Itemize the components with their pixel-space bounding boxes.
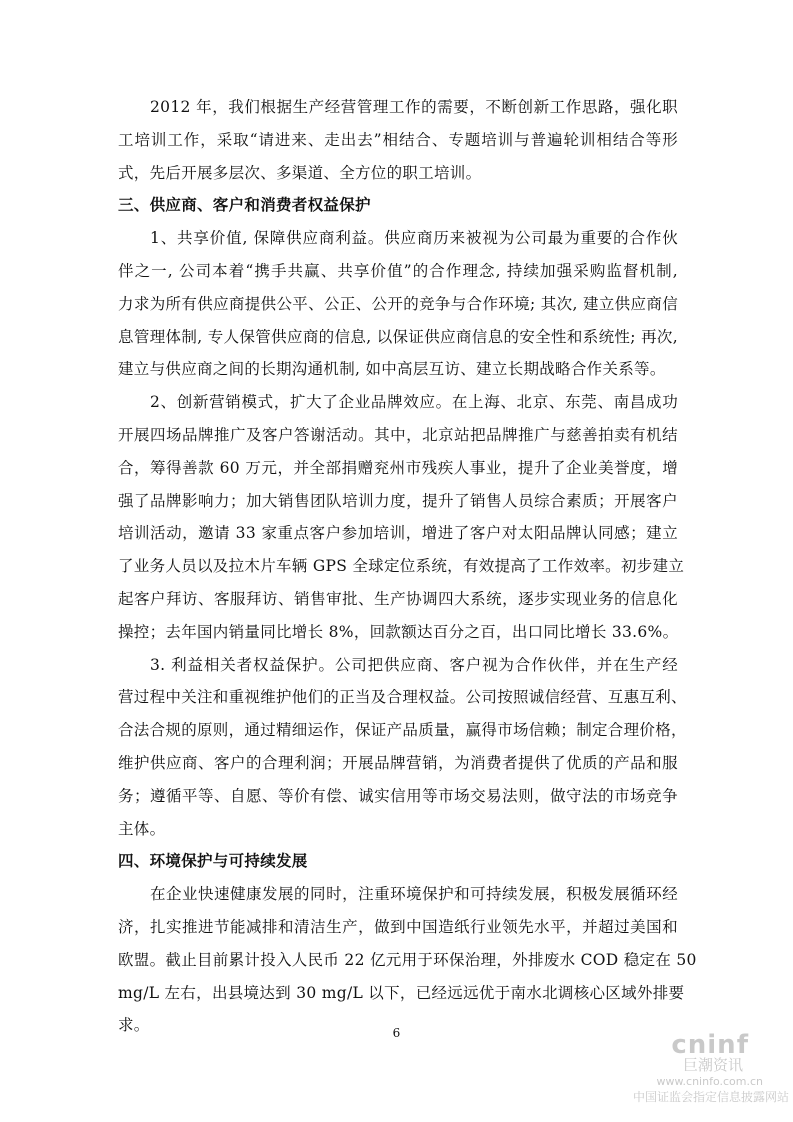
- watermark-name: 巨潮资讯: [682, 1056, 743, 1074]
- text-line: 济，扎实推进节能减排和清洁生产，做到中国造纸行业领先水平，并超过美国和: [118, 917, 678, 936]
- paragraph: [118, 91, 678, 189]
- watermark-site: 中国证监会指定信息披露网站: [632, 1090, 789, 1104]
- text-line: 主体。: [118, 819, 166, 838]
- paragraph: [118, 222, 678, 386]
- text-line: 伴之一, 公司本着“携手共赢、共享价值”的合作理念, 持续加强采购监督机制,: [118, 261, 678, 280]
- text-line: 式，先后开展多层次、多渠道、全方位的职工培训。: [118, 163, 482, 182]
- text-line: 在企业快速健康发展的同时，注重环境保护和可持续发展，积极发展循环经: [150, 885, 678, 904]
- section-heading: [118, 189, 678, 222]
- text-line: 1、共享价值, 保障供应商利益。供应商历来被视为公司最为重要的合作伙: [150, 229, 678, 248]
- text-line: 开展四场品牌推广及客户答谢活动。其中，北京站把品牌推广与慈善拍卖有机结: [118, 425, 678, 444]
- heading-text: 三、供应商、客户和消费者权益保护: [118, 196, 371, 215]
- paragraph: [118, 386, 685, 648]
- heading-text: 四、环境保护与可持续发展: [118, 852, 308, 871]
- text-line: 务；遵循平等、自愿、等价有偿、诚实信用等市场交易法则，做守法的市场竞争: [118, 786, 678, 805]
- cninfo-watermark: [608, 1030, 793, 1105]
- text-line: mg/L 左右，出县境达到 30 mg/L 以下，已经远远优于南水北调核心区域外排要: [118, 983, 685, 1002]
- text-line: 欧盟。截止目前累计投入人民币 22 亿元用于环保治理，外排废水 COD 稳定在 50: [118, 950, 697, 969]
- text-line: 合法合规的原则，通过精细运作，保证产品质量，赢得市场信赖；制定合理价格，: [118, 721, 687, 740]
- text-line: 合，筹得善款 60 万元，并全部捐赠兖州市残疾人事业，提升了企业美誉度，增: [118, 458, 678, 477]
- document-body: [118, 91, 697, 1042]
- watermark-logo: cninf: [671, 1030, 749, 1060]
- paragraph: [118, 649, 687, 846]
- text-line: 强了品牌影响力；加大销售团队培训力度，提升了销售人员综合素质；开展客户: [118, 491, 678, 510]
- text-line: 工培训工作，采取“请进来、走出去”相结合、专题培训与普遍轮训相结合等形: [118, 130, 678, 149]
- text-line: 息管理体制, 专人保管供应商的信息, 以保证供应商信息的安全性和系统性; 再次,: [118, 327, 678, 346]
- text-line: 起客户拜访、客服拜访、销售审批、生产协调四大系统，逐步实现业务的信息化: [118, 589, 678, 608]
- text-line: 力求为所有供应商提供公平、公正、公开的竞争与合作环境; 其次, 建立供应商信: [118, 294, 678, 313]
- text-line: 了业务人员以及拉木片车辆 GPS 全球定位系统，有效提高了工作效率。初步建立: [118, 557, 685, 576]
- text-line: 3. 利益相关者权益保护。公司把供应商、客户视为合作伙伴，并在生产经: [150, 655, 678, 674]
- text-line: 操控；去年国内销量同比增长 8%，回款额达百分之百，出口同比增长 33.6%。: [118, 622, 679, 641]
- text-line: 2012 年，我们根据生产经营管理工作的需要，不断创新工作思路，强化职: [150, 98, 678, 116]
- watermark-url: www.cninfo.com.cn: [656, 1075, 763, 1088]
- paragraph: [118, 878, 697, 1042]
- page-number: 6: [392, 1026, 401, 1040]
- section-heading: [118, 845, 678, 878]
- text-line: 维护供应商、客户的合理利润；开展品牌营销，为消费者提供了优质的产品和服: [118, 753, 678, 772]
- text-line: 营过程中关注和重视维护他们的正当及合理权益。公司按照诚信经营、互惠互利、: [118, 688, 687, 707]
- text-line: 2、创新营销模式，扩大了企业品牌效应。在上海、北京、东莞、南昌成功: [150, 393, 678, 412]
- text-line: 建立与供应商之间的长期沟通机制, 如中高层互访、建立长期战略合作关系等。: [118, 360, 666, 379]
- text-line: 培训活动，邀请 33 家重点客户参加培训，增进了客户对太阳品牌认同感；建立: [118, 524, 678, 543]
- text-line: 求。: [118, 1016, 150, 1035]
